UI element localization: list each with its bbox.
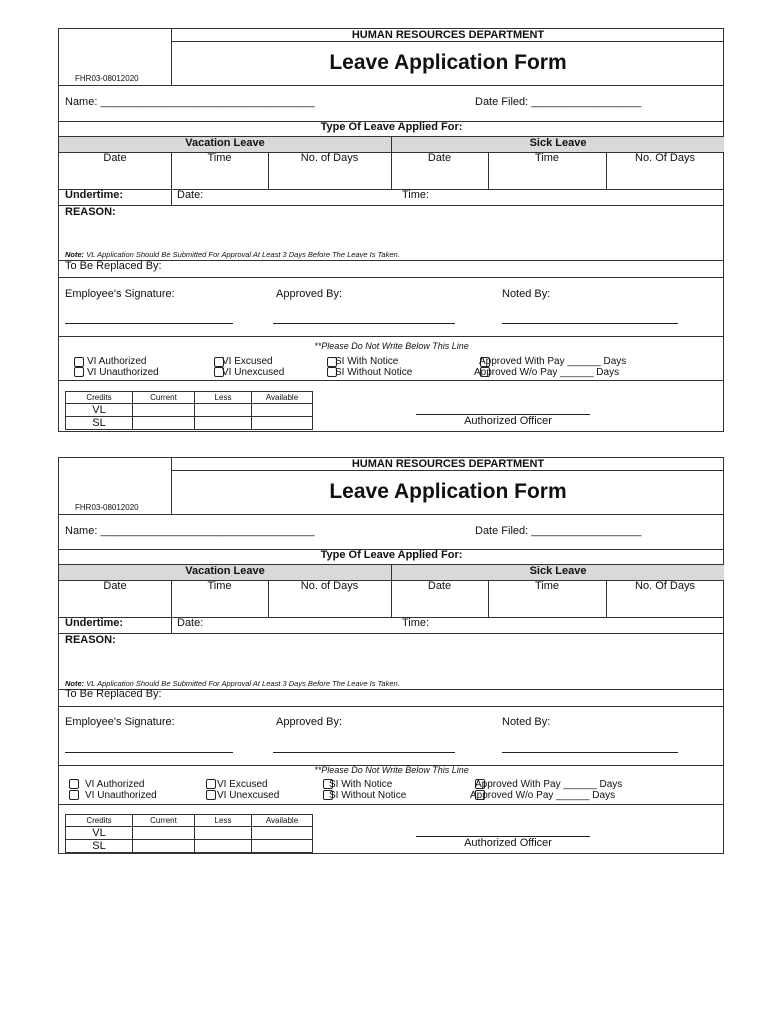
note-bold: Note: <box>65 679 85 688</box>
si-with-notice-label: SI With Notice <box>335 356 399 367</box>
vacation-leave-header: Vacation Leave <box>185 565 265 577</box>
do-not-write-note: **Please Do Not Write Below This Line <box>314 765 469 775</box>
undertime-label: Undertime: <box>65 189 124 201</box>
name-field[interactable]: Name: ___________________________________ <box>65 525 315 537</box>
vi-unauthorized-label: VI Unauthorized <box>85 790 157 801</box>
employee-signature-line[interactable] <box>65 752 233 753</box>
form-code: FHR03-08012020 <box>75 74 139 83</box>
vi-authorized-label: VI Authorized <box>85 779 145 790</box>
sl-date-col: Date <box>427 580 452 592</box>
credits-header-less: Less <box>195 392 252 404</box>
do-not-write-note: **Please Do Not Write Below This Line <box>314 341 469 351</box>
sick-leave-header: Sick Leave <box>529 137 587 149</box>
credits-cell[interactable] <box>252 404 313 417</box>
type-of-leave-heading: Type Of Leave Applied For: <box>320 121 463 133</box>
vi-authorized-checkbox[interactable] <box>74 357 84 367</box>
replaced-by-field[interactable]: To Be Replaced By: <box>65 260 162 272</box>
credits-cell[interactable] <box>195 840 252 853</box>
department-heading: HUMAN RESOURCES DEPARTMENT <box>351 458 545 470</box>
vi-authorized-checkbox[interactable] <box>69 779 79 789</box>
name-field[interactable]: Name: ___________________________________ <box>65 96 315 108</box>
approved-with-pay-label: Approved With Pay ______ Days <box>479 356 627 367</box>
si-without-notice-label: SI Without Notice <box>335 367 413 378</box>
vi-authorized-label: VI Authorized <box>87 356 147 367</box>
credits-row-vl: VL <box>66 404 133 417</box>
vl-days-col: No. of Days <box>300 152 359 164</box>
sl-time-col: Time <box>534 152 560 164</box>
vi-unauthorized-label: VI Unauthorized <box>87 367 159 378</box>
vi-excused-label: VI Excused <box>222 356 273 367</box>
vl-time-col: Time <box>207 152 232 164</box>
reason-label: REASON: <box>65 206 116 218</box>
form-code: FHR03-08012020 <box>75 503 139 512</box>
credits-header-current: Current <box>133 392 195 404</box>
noted-by-label: Noted By: <box>502 288 551 300</box>
form-title: Leave Application Form <box>329 51 567 74</box>
approved-without-pay-label: Approved W/o Pay ______ Days <box>474 367 620 378</box>
undertime-date-field[interactable]: Date: <box>177 189 204 201</box>
credits-cell[interactable] <box>195 404 252 417</box>
credits-cell[interactable] <box>252 840 313 853</box>
undertime-time-field[interactable]: Time: <box>402 189 430 201</box>
credits-row-sl: SL <box>66 417 133 430</box>
reason-label: REASON: <box>65 634 116 646</box>
credits-row-vl: VL <box>66 827 133 840</box>
sl-time-col: Time <box>534 580 560 592</box>
approved-by-label: Approved By: <box>276 288 343 300</box>
note-text <box>65 679 400 688</box>
vl-date-col: Date <box>103 152 127 164</box>
noted-by-line[interactable] <box>502 752 678 753</box>
leave-form-1 <box>58 28 724 432</box>
sl-days-col: No. Of Days <box>635 152 695 164</box>
vi-unexcused-label: VI Unexcused <box>222 367 285 378</box>
credits-header-less: Less <box>195 815 252 827</box>
credits-row-sl: SL <box>66 840 133 853</box>
vi-unauthorized-checkbox[interactable] <box>69 790 79 800</box>
vi-unauthorized-checkbox[interactable] <box>74 367 84 377</box>
vacation-leave-header: Vacation Leave <box>185 137 265 149</box>
vl-days-col: No. of Days <box>300 580 359 592</box>
undertime-time-field[interactable]: Time: <box>402 617 430 629</box>
employee-signature-label: Employee's Signature: <box>65 288 175 300</box>
credits-cell[interactable] <box>252 417 313 430</box>
form-title: Leave Application Form <box>329 480 567 503</box>
employee-signature-label: Employee's Signature: <box>65 716 175 728</box>
department-heading: HUMAN RESOURCES DEPARTMENT <box>351 29 545 41</box>
note-bold: Note: <box>65 250 85 259</box>
credits-cell[interactable] <box>133 404 195 417</box>
approved-by-line[interactable] <box>273 323 455 324</box>
vl-date-col: Date <box>103 580 127 592</box>
approved-without-pay-label: Approved W/o Pay ______ Days <box>470 790 616 801</box>
date-filed-field[interactable]: Date Filed: __________________ <box>475 96 642 108</box>
credits-cell[interactable] <box>133 840 195 853</box>
noted-by-line[interactable] <box>502 323 678 324</box>
authorized-officer-label: Authorized Officer <box>464 837 552 849</box>
sick-leave-header: Sick Leave <box>529 565 587 577</box>
sl-date-col: Date <box>427 152 452 164</box>
si-without-notice-label: SI Without Notice <box>329 790 407 801</box>
credits-table <box>65 814 313 853</box>
credits-cell[interactable] <box>133 827 195 840</box>
credits-cell[interactable] <box>252 827 313 840</box>
credits-table <box>65 391 313 430</box>
credits-header-available: Available <box>252 392 313 404</box>
credits-cell[interactable] <box>195 417 252 430</box>
approved-by-label: Approved By: <box>276 716 343 728</box>
employee-signature-line[interactable] <box>65 323 233 324</box>
vi-excused-label: VI Excused <box>217 779 268 790</box>
undertime-date-field[interactable]: Date: <box>177 617 204 629</box>
credits-header-credits: Credits <box>66 815 133 827</box>
credits-header-available: Available <box>252 815 313 827</box>
vi-unexcused-label: VI Unexcused <box>217 790 280 801</box>
type-of-leave-heading: Type Of Leave Applied For: <box>320 549 463 561</box>
vl-time-col: Time <box>207 580 232 592</box>
note-body: VL Application Should Be Submitted For Approval At Least 3 Days Before The Leave Is Taken. <box>84 250 400 259</box>
date-filed-field[interactable]: Date Filed: __________________ <box>475 525 642 537</box>
vi-excused-checkbox[interactable] <box>206 779 216 789</box>
approved-by-line[interactable] <box>273 752 455 753</box>
si-with-notice-label: SI With Notice <box>329 779 393 790</box>
credits-header-credits: Credits <box>66 392 133 404</box>
note-text <box>65 250 400 259</box>
note-body: VL Application Should Be Submitted For Approval At Least 3 Days Before The Leave Is Taken. <box>84 679 400 688</box>
credits-cell[interactable] <box>195 827 252 840</box>
credits-header-current: Current <box>133 815 195 827</box>
noted-by-label: Noted By: <box>502 716 551 728</box>
vi-unexcused-checkbox[interactable] <box>206 790 216 800</box>
leave-form-2 <box>58 457 724 854</box>
undertime-label: Undertime: <box>65 617 124 629</box>
credits-cell[interactable] <box>133 417 195 430</box>
authorized-officer-label: Authorized Officer <box>464 415 552 427</box>
approved-with-pay-label: Approved With Pay ______ Days <box>475 779 623 790</box>
replaced-by-field[interactable]: To Be Replaced By: <box>65 688 162 700</box>
sl-days-col: No. Of Days <box>635 580 695 592</box>
